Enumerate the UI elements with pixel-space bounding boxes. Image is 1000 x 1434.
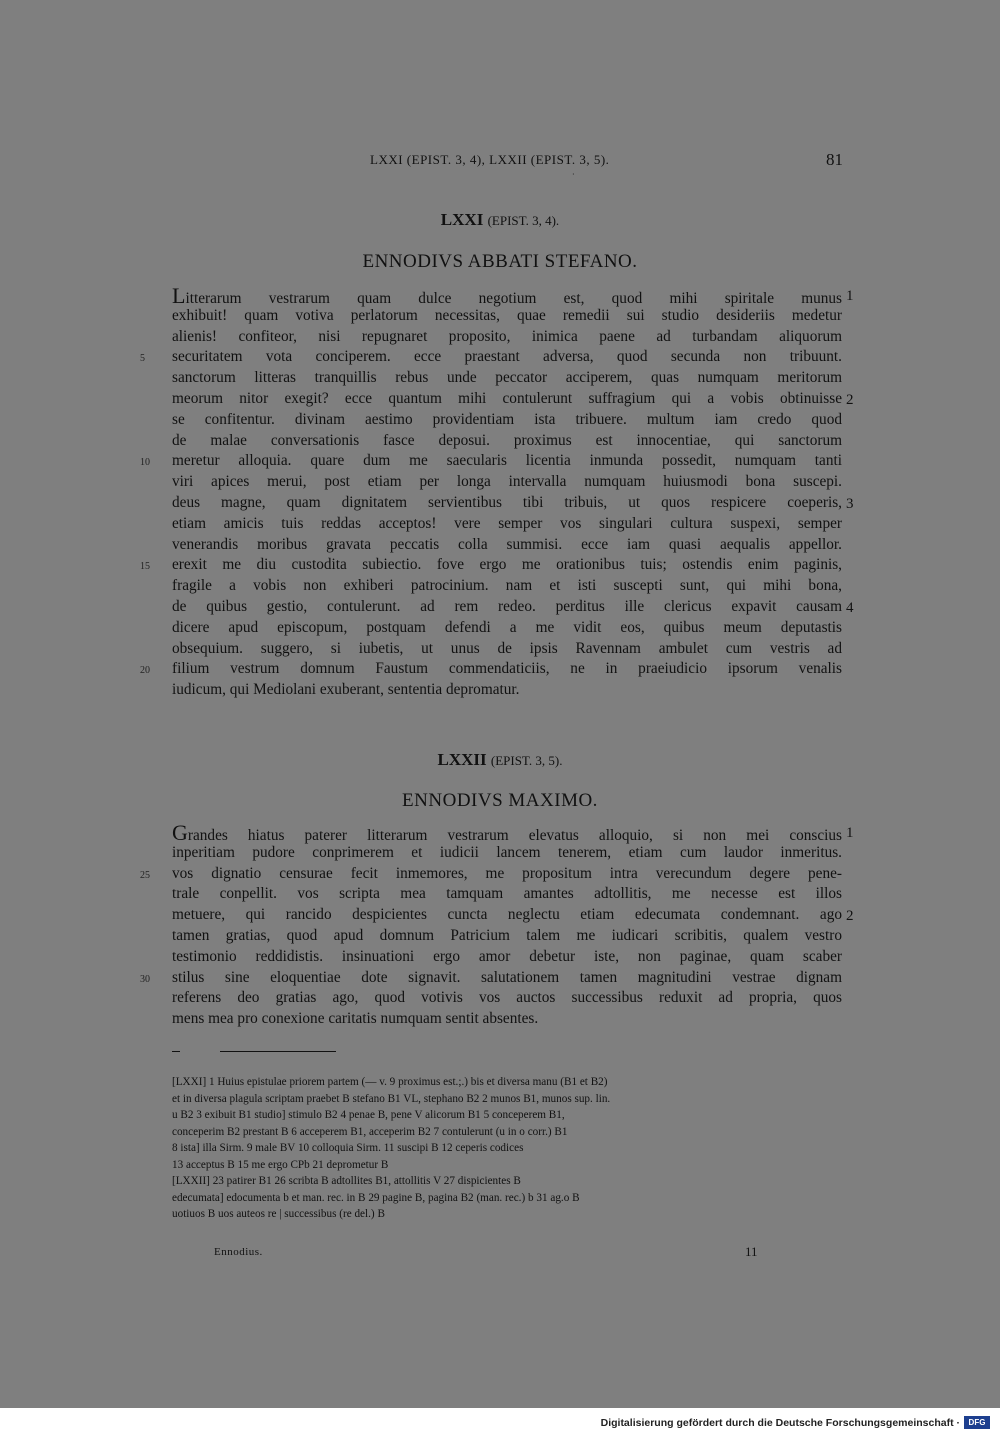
footnote-rule-short (172, 1051, 180, 1052)
text-line: iudicum, qui Mediolani exuberant, sententia depromatur. (172, 681, 520, 699)
margin-number: 2 (846, 908, 854, 924)
text-line: exhibuit! quam votiva perlatorum necessitas, quae remedii sui studio desideriis medetur (172, 306, 842, 324)
apparatus-line: 8 ista] illa Sirm. 9 male BV 10 colloquia Sirm. 11 suscipi B 12 ceperis codices (172, 1142, 524, 1154)
text-line: sanctorum litteras tranquillis rebus unde peccator acciperem, quas numquam meritorum (172, 369, 842, 387)
initial-letter: L (172, 283, 186, 308)
dfg-logo: DFG (964, 1416, 990, 1429)
text-line: de quibus gestio, contulerunt. ad rem redeo. perditus ille clericus expavit causam (172, 597, 842, 615)
margin-number: 3 (846, 496, 854, 512)
signature-mark: Ennodius. (214, 1246, 263, 1258)
text-line: Litterarum vestrarum quam dulce negotium est, quod mihi spiritale munus (172, 283, 842, 308)
running-title: LXXI (EPIST. 3, 4), LXXII (EPIST. 3, 5). (370, 152, 610, 167)
digitization-text: Digitalisierung gefördert durch die Deutsche Forschungsgemeinschaft · (600, 1417, 960, 1429)
text-line: mens mea pro conexione caritatis numquam sentit absentes. (172, 1010, 539, 1028)
section-addressee-lxxi: ENNODIVS ABBATI STEFANO. (362, 251, 638, 272)
letter-text-lxxi (172, 285, 842, 701)
text-line: testimonio reddidistis. insinuationi ergo amor debetur iste, non paginae, quam scaber (172, 947, 842, 965)
apparatus-line: edecumata] edocumenta b et man. rec. in B 29 pagine B, pagina B2 (man. rec.) b 31 ag.o B (172, 1191, 580, 1204)
critical-apparatus (172, 1074, 842, 1223)
margin-number: 1 (846, 825, 854, 841)
apparatus-line: u B2 3 exibuit B1 studio] stimulo B2 4 penae B, pene V alicorum B1 5 conceperem B1, (172, 1109, 565, 1121)
text-line: trale conpellit. vos scripta mea tamquam amantes adtollitis, me necesse est illos (172, 885, 842, 903)
text-line: Grandes hiatus paterer litterarum vestrarum elevatus alloquio, si non mei conscius (172, 820, 842, 845)
text-line: venerandis moribus gravata peccatis colla summisi. ecce iam quasi aequalis appellor. (172, 535, 842, 553)
print-mark: · (572, 170, 575, 179)
text-line: etiam amicis tuis reddas acceptos! vere semper vos singulari cultura suspexi, semper (172, 514, 842, 532)
text-line: de malae conversationis fasce deposui. proximus est innocentiae, qui sanctorum (172, 431, 842, 449)
text-line: dicere apud episcopum, postquam defendi a me vidit eos, quibus meum deputastis (172, 618, 842, 636)
text-line: viri apices merui, post etiam per longa intervalla numquam huiusmodi bona suscepi. (172, 473, 842, 491)
section-epist: (EPIST. 3, 4). (487, 213, 560, 228)
apparatus-line: conceperim B2 prestant B 6 acceperem B1, acceperim B2 7 contulerunt (u in o corr.) B1 (172, 1125, 568, 1138)
text-line: se confitentur. divinam aestimo providentiam ista tribuere. multum iam credo quod (172, 410, 842, 428)
text-line: fragile a vobis non exhiberi patrocinium. nam et isti suscepti sunt, qui mihi bona, (172, 577, 842, 595)
text-line: meorum nitor exegit? ecce quantum mihi contulerunt suffragium qui a vobis obtinuisse (172, 389, 842, 407)
apparatus-line: et in diversa plagula scriptam praebet B stefano B1 VL, stephano B2 2 munos B1, munos sup. lin. (172, 1092, 611, 1105)
text-line: vos dignatio censurae fecit inmemores, me propositum intra verecundum degere pene- (172, 864, 842, 882)
margin-number: 4 (846, 600, 854, 616)
apparatus-line: 13 acceptus B 15 me ergo CPb 21 deprometur B (172, 1158, 389, 1171)
section-heading-lxxi (0, 210, 1000, 230)
apparatus-line: [LXXII] 23 patirer B1 26 scribta B adtollites B1, attollitis V 27 dispicientes B (172, 1175, 521, 1187)
text-line: meretur alloquia. quare dum me saecularis licentia inmunda possedit, numquam tanti (172, 452, 842, 470)
section-epist: (EPIST. 3, 5). (490, 753, 563, 768)
text-line: stilus sine eloquentiae dote signavit. salutationem tamen magnitudini vestrae dignam (172, 968, 842, 986)
line-number: 15 (140, 561, 150, 572)
signature-number: 11 (745, 1244, 758, 1259)
text-line: alienis! confiteor, nisi repugnaret proposito, inimica paene ad turbandam aliquorum (172, 327, 842, 345)
digitization-credit (0, 1414, 1000, 1434)
line-number: 20 (140, 665, 150, 676)
section-number: LXXI (440, 210, 484, 229)
apparatus-line: [LXXI] 1 Huius epistulae priorem partem (— v. 9 proximus est.;.) bis et diversa manu (B1 et B2) (172, 1076, 608, 1088)
footnote-rule (220, 1051, 336, 1052)
text-line: referens deo gratias ago, quod votivis vos auctos successibus reduxit ad propria, quos (172, 989, 842, 1007)
letter-text-lxxii (172, 822, 842, 1030)
text-line: filium vestrum domnum Faustum commendaticiis, ne in praeiudicio ipsorum venalis (172, 660, 842, 678)
page-number: 81 (826, 150, 843, 169)
text-line: erexit me diu custodita subiectio. fove ergo me orationibus tuis; ostendis enim paginis, (172, 556, 842, 574)
text-line: tamen gratias, quod apud domnum Patricium talem me iudicari scribitis, qualem vestro (172, 926, 842, 944)
line-number: 5 (140, 353, 145, 364)
margin-number: 2 (846, 392, 854, 408)
section-number: LXXII (437, 750, 487, 769)
line-number: 25 (140, 870, 150, 881)
section-addressee-lxxii: ENNODIVS MAXIMO. (402, 790, 598, 811)
text-line: deus magne, quam dignitatem servientibus tibi tribuis, ut quos respicere coeperis, (172, 493, 842, 511)
text-line: inperitiam pudore conprimerem et iudicii lancem tenerem, etiam cum laudor inmeritus. (172, 843, 842, 861)
text-line: securitatem vota conciperem. ecce praestant adversa, quod secunda non tribuunt. (172, 348, 842, 366)
section-heading-lxxii (0, 750, 1000, 770)
margin-number: 1 (846, 288, 854, 304)
apparatus-line: uotiuos B uos auteos re | successibus (re del.) B (172, 1208, 385, 1220)
line-number: 10 (140, 457, 150, 468)
line-number: 30 (140, 974, 150, 985)
initial-letter: G (172, 820, 188, 845)
text-line: obsequium. suggero, si iubetis, ut unus de ipsis Ravennam ambulet cum vestris ad (172, 639, 842, 657)
text-line: metuere, qui rancido despicientes cuncta neglectu etiam edecumata condemnant. ago (172, 906, 842, 924)
